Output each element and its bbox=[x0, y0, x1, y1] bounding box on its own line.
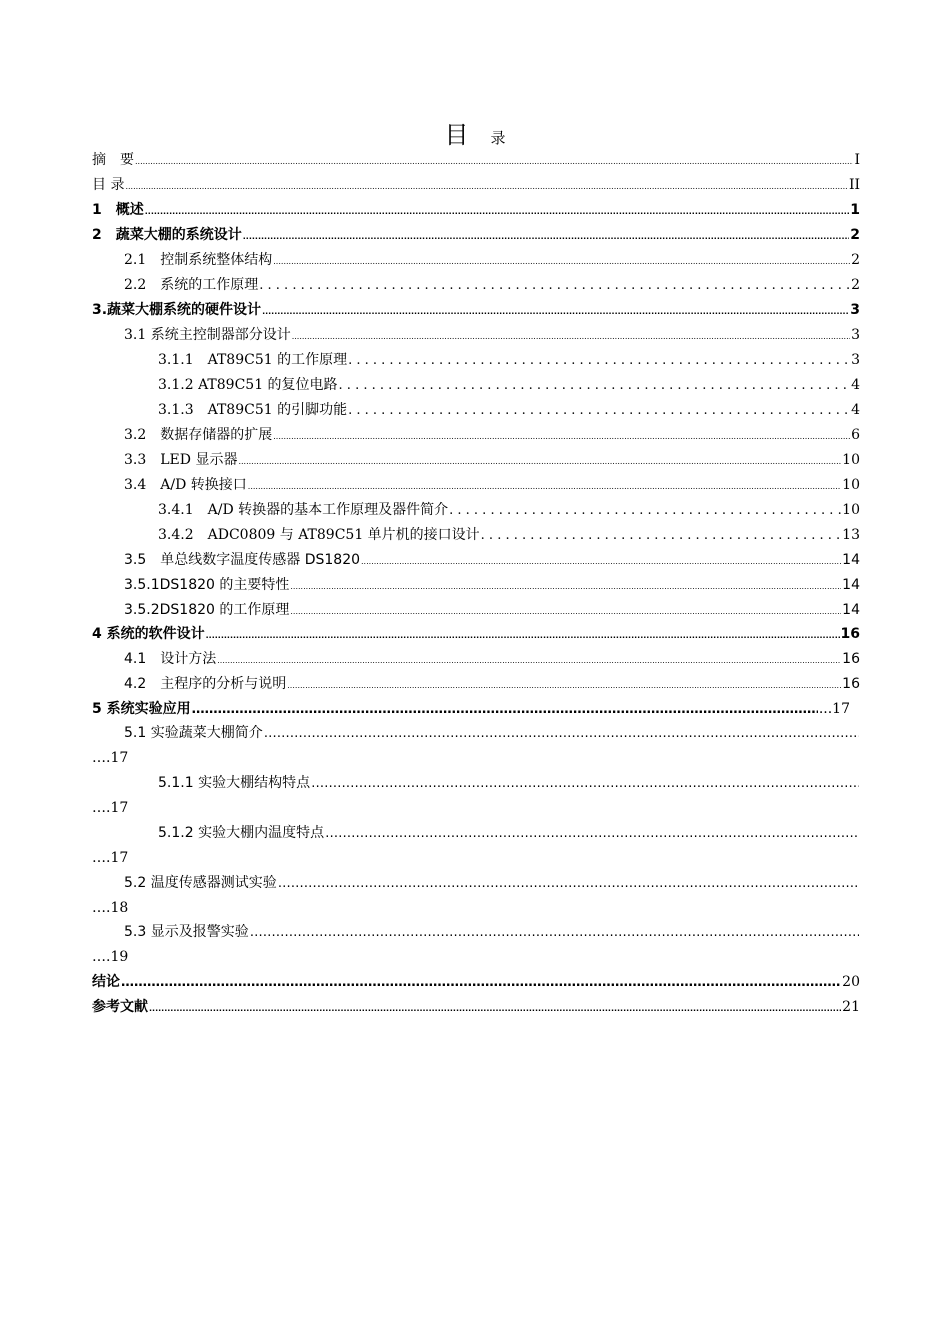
toc-entry-3-3[interactable]: 3.3 LED 显示器 ..... 10 bbox=[124, 449, 860, 471]
toc-entry-contents[interactable]: 目 录 ..... II bbox=[92, 174, 860, 196]
toc-entry-ch5[interactable]: 5 系统实验应用 ……………………………………………………………………………………………………………………………………………………… ...17 bbox=[92, 698, 850, 720]
toc-entry-ch3[interactable]: 3.蔬菜大棚系统的硬件设计 ..... 3 bbox=[92, 299, 860, 321]
toc-entry-3-5-1[interactable]: 3.5.1DS1820 的主要特性 ..... 14 bbox=[124, 574, 860, 596]
toc-title-sub: 录 bbox=[490, 129, 506, 147]
toc-entry-text: 摘 要 bbox=[92, 152, 134, 168]
toc-entry-5-3[interactable]: 5.3 显示及报警实验 ……………………………………………………………………………………………………………………………………………………… bbox=[124, 921, 860, 943]
toc-entry-ch2[interactable]: 2 蔬菜大棚的系统设计 ..... 2 bbox=[92, 224, 860, 246]
toc-entry-ch1[interactable]: 1 概述 ..... 1 bbox=[92, 199, 860, 221]
toc-entry-5-1[interactable]: 5.1 实验蔬菜大棚简介 ……………………………………………………………………………………………………………………………………………………… bbox=[124, 722, 860, 744]
toc-entry-2-1[interactable]: 2.1 控制系统整体结构 ..... 2 bbox=[124, 249, 860, 271]
toc-entry-5-1-2-page: ….17 bbox=[92, 850, 129, 866]
toc-entry-3-5-2[interactable]: 3.5.2DS1820 的工作原理 ..... 14 bbox=[124, 599, 860, 621]
toc-entry-conclusion[interactable]: 结论 ……………………………………………………………………………………………………………………………………………………… 20 bbox=[92, 971, 860, 993]
toc-entry-3-1-1[interactable]: 3.1.1 AT89C51 的工作原理 . . . 3 bbox=[158, 349, 860, 371]
toc-entry-5-2-page: ….18 bbox=[92, 900, 129, 916]
toc-entry-references[interactable]: 参考文献 ..... 21 bbox=[92, 996, 860, 1018]
toc-entry-3-1[interactable]: 3.1 系统主控制器部分设计 ..... 3 bbox=[124, 324, 860, 346]
toc-entry-3-5[interactable]: 3.5 单总线数字温度传感器 DS1820 ..... 14 bbox=[124, 549, 860, 571]
toc-entry-page: I bbox=[854, 152, 860, 168]
toc-entry-abstract[interactable] bbox=[92, 149, 860, 171]
toc-entry-5-1-1[interactable]: 5.1.1 实验大棚结构特点 ……………………………………………………………………………………………………………………………………………………… bbox=[158, 772, 860, 794]
toc-entry-3-1-3[interactable]: 3.1.3 AT89C51 的引脚功能 . . . 4 bbox=[158, 399, 860, 421]
toc-entry-5-1-page: ….17 bbox=[92, 750, 129, 766]
toc-entry-5-1-1-page: ….17 bbox=[92, 800, 129, 816]
toc-entry-ch4[interactable]: 4 系统的软件设计 ..... 16 bbox=[92, 623, 860, 645]
toc-entry-3-4-2[interactable]: 3.4.2 ADC0809 与 AT89C51 单片机的接口设计 . . . 13 bbox=[158, 524, 860, 546]
toc-entry-5-1-2[interactable]: 5.1.2 实验大棚内温度特点 ……………………………………………………………………………………………………………………………………………………… bbox=[158, 822, 860, 844]
toc-entry-4-1[interactable]: 4.1 设计方法 ..... 16 bbox=[124, 648, 860, 670]
toc-entry-3-2[interactable]: 3.2 数据存储器的扩展 ..... 6 bbox=[124, 424, 860, 446]
toc-title-main: 目 bbox=[444, 121, 469, 149]
toc-entry-3-4[interactable]: 3.4 A/D 转换接口 ..... 10 bbox=[124, 474, 860, 496]
toc-entry-5-3-page: ….19 bbox=[92, 949, 129, 965]
toc-entry-4-2[interactable]: 4.2 主程序的分析与说明 ..... 16 bbox=[124, 673, 860, 695]
toc-entry-5-2[interactable]: 5.2 温度传感器测试实验 ……………………………………………………………………………………………………………………………………………………… bbox=[124, 872, 860, 894]
toc-entry-3-4-1[interactable]: 3.4.1 A/D 转换器的基本工作原理及器件简介 . . . 10 bbox=[158, 499, 860, 521]
toc-entry-3-1-2[interactable]: 3.1.2 AT89C51 的复位电路 . . . 4 bbox=[158, 374, 860, 396]
toc-entry-2-2[interactable]: 2.2 系统的工作原理 . . . 2 bbox=[124, 274, 860, 296]
